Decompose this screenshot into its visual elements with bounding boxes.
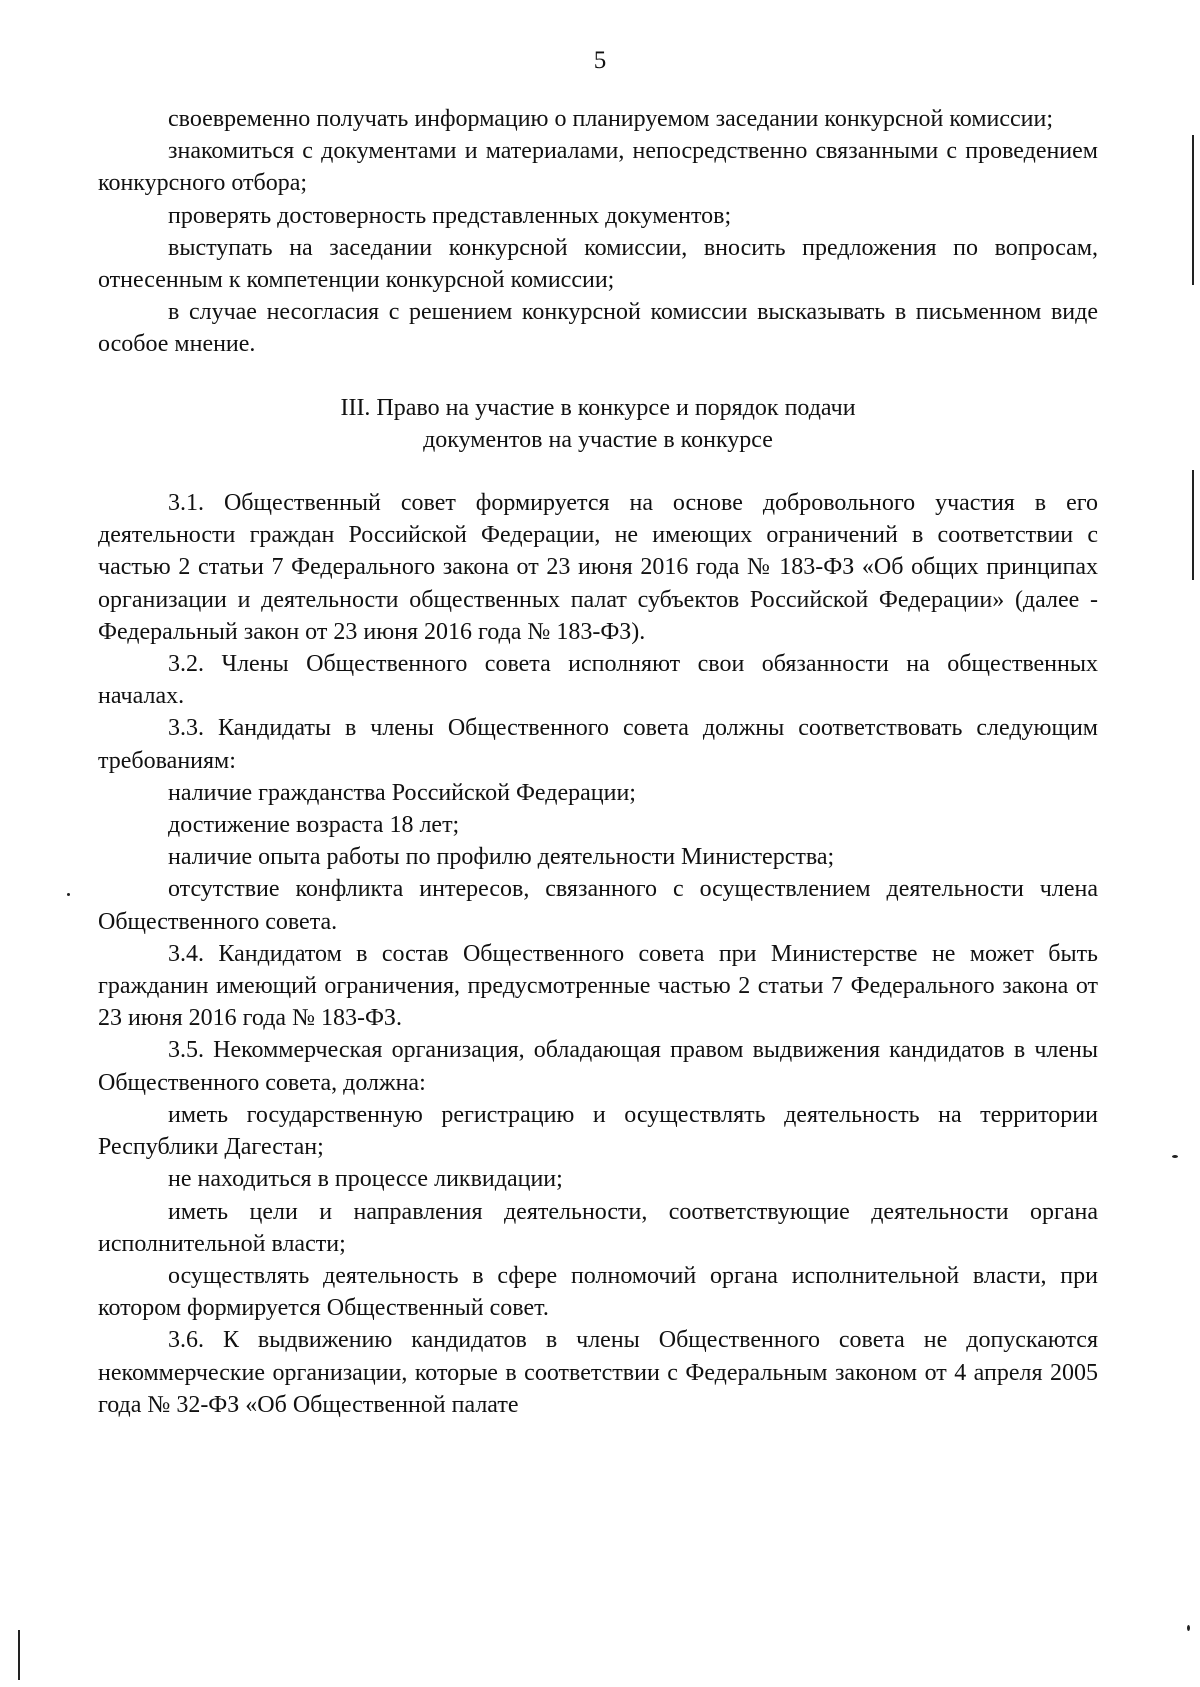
scan-speck [1187,1625,1190,1631]
scan-edge-line [1192,470,1194,580]
section-heading [98,392,1098,456]
requirement-item: иметь цели и направления деятельности, соответствующие деятельности органа исполнительной власти; [98,1198,1098,1257]
paragraph-3-4: 3.4. Кандидатом в состав Общественного совета при Министерстве не может быть гражданин имеющий ограничения, предусмотренные частью 2 статьи 7 Федерального закона от 23 июня 2016 года № 183-ФЗ. [98,940,1098,1032]
paragraph-3-3: 3.3. Кандидаты в члены Общественного совета должны соответствовать следующим требованиям: [98,715,1098,774]
paragraph: проверять достоверность представленных документов; [168,202,732,229]
scan-speck [67,893,70,896]
paragraph-3-5: 3.5. Некоммерческая организация, обладающая правом выдвижения кандидатов в члены Общественного совета, должна: [98,1037,1098,1096]
paragraph-3-2: 3.2. Члены Общественного совета исполняют свои обязанности на общественных началах. [98,651,1098,710]
requirement-item: иметь государственную регистрацию и осуществлять деятельность на территории Республики Дагестан; [98,1101,1098,1161]
page-number: 5 [593,47,607,74]
paragraph-3-1: 3.1. Общественный совет формируется на основе добровольного участия в его деятельности граждан Российской Федерации, не имеющих ограничений в соответствии с частью 2 статьи 7 Федерального закона от 23 июня 2016 года № 183-ФЗ «Об общих принципах организации и деятельности общественных палат субъектов Российской Федерации» (далее - Федеральный закон от 23 июня 2016 года № 183-ФЗ). [98,490,1098,645]
scan-speck [1172,1155,1178,1158]
requirement-item: достижение возраста 18 лет; [168,812,460,839]
requirement-item: отсутствие конфликта интересов, связанного с осуществлением деятельности члена Общественного совета. [98,876,1098,935]
paragraph: в случае несогласия с решением конкурсной комиссии высказывать в письменном виде особое мнение. [98,299,1098,358]
section-heading-line: III. Право на участие в конкурсе и порядок подачи [340,394,856,421]
requirement-item: наличие опыта работы по профилю деятельности Министерства; [168,844,835,871]
requirement-item: наличие гражданства Российской Федерации; [168,779,636,806]
document-body [98,103,1098,1421]
paragraph-3-6: 3.6. К выдвижению кандидатов в члены Общественного совета не допускаются некоммерческие организации, которые в соответствии с Федеральным законом от 4 апреля 2005 года № 32-ФЗ «Об Общественной палате [98,1327,1098,1418]
section-heading-line: документов на участие в конкурсе [423,426,773,453]
requirement-item: осуществлять деятельность в сфере полномочий органа исполнительной власти, при котором формируется Общественный совет. [98,1262,1098,1322]
paragraph: выступать на заседании конкурсной комиссии, вносить предложения по вопросам, отнесенным к компетенции конкурсной комиссии; [98,234,1098,294]
requirement-item: не находиться в процессе ликвидации; [168,1166,563,1193]
paragraph: своевременно получать информацию о планируемом заседании конкурсной комиссии; [168,106,1054,132]
scan-edge-line [18,1630,20,1680]
scan-edge-line [1192,135,1194,285]
paragraph: знакомиться с документами и материалами, непосредственно связанными с проведением конкурсного отбора; [98,138,1098,197]
